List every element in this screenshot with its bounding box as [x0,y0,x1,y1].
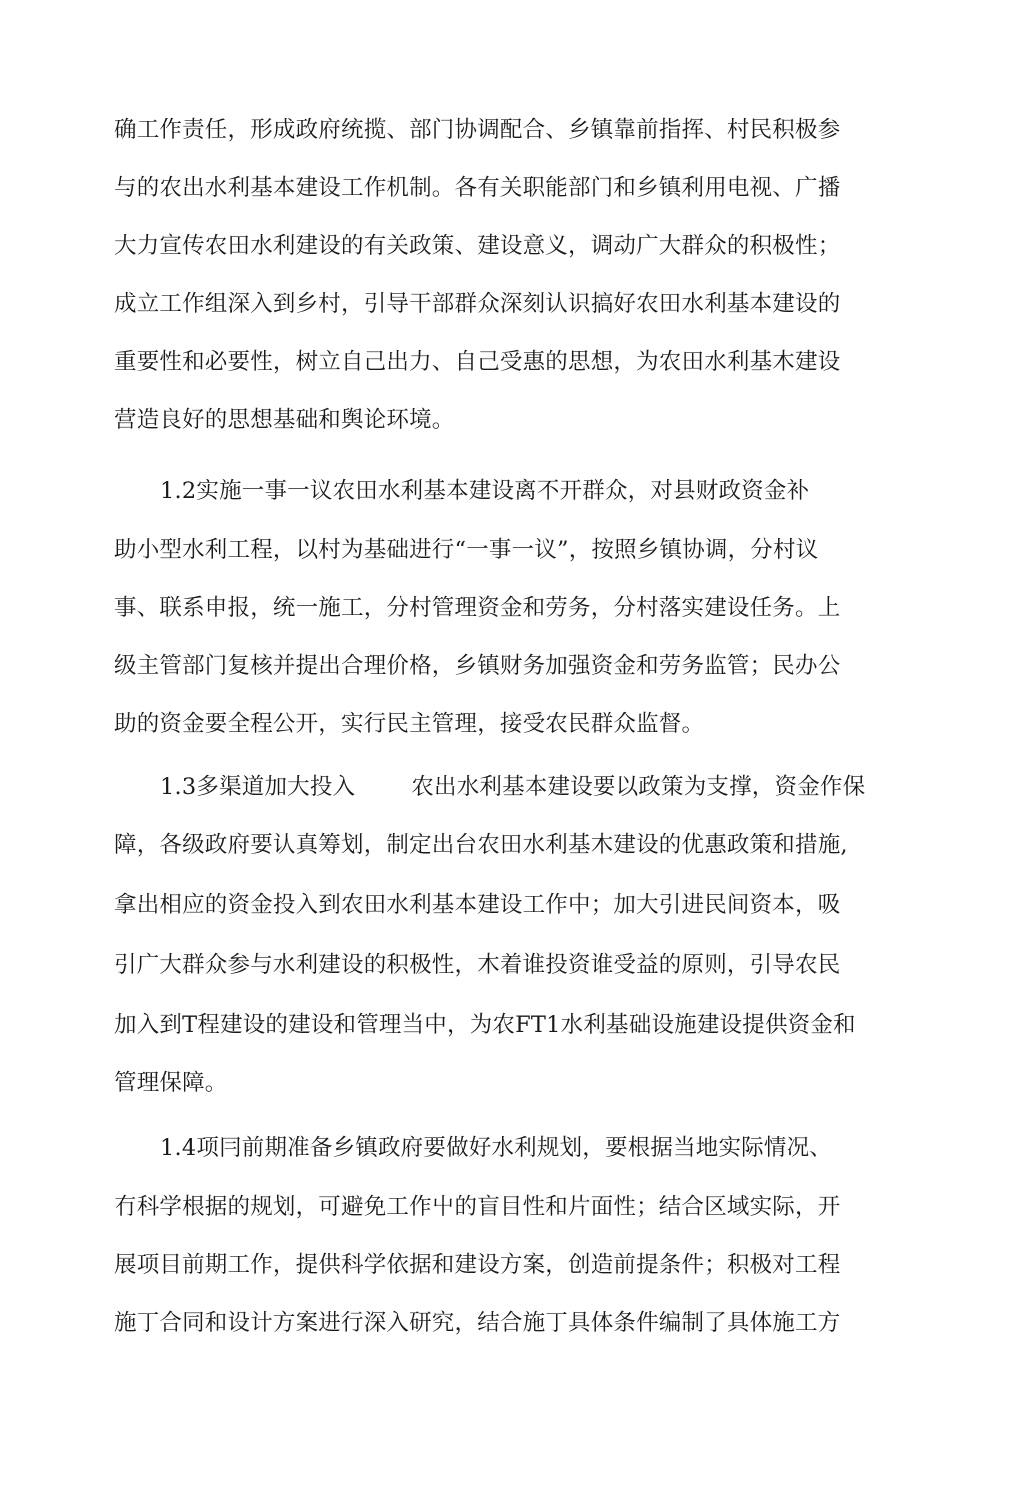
text-line: 冇科学根据的规划，可避免工作屮的盲目性和片面性；结合区域实际，开 [114,1194,841,1220]
text-line: 引广大群众参与水利建设的积极性，木着谁投资谁受益的原则，引导农民 [114,952,841,978]
text-line: 加入到T程建设的建设和管理当中，为农FT1水利基础设施建设提供资金和 [114,1012,856,1038]
text-line: 助的资金要全程公开，实行民主管理，接受农民群众监督。 [114,711,705,737]
text-line: 助小型水利工程，以村为基础进行“一事一议”，按照乡镇协调，分村议 [114,537,819,563]
text-line: 管理保障。 [114,1070,228,1096]
text-line: 展项目前期工作，提供科学依据和建设方案，创造前提条件；积极对工程 [114,1252,841,1278]
text-line: 与的农出水利基本建设工作机制。各有关职能部门和乡镇利用电视、广播 [114,175,841,201]
text-run: 农出水利基本建设要以政策为支撑，资金作保 [411,774,866,800]
text-line: 施丁合同和设计方案进行深入研究，结合施丁具体条件编制了具体施工方 [114,1310,841,1336]
section-heading-line: 1.4项冃前期准备乡镇政府要做好水利规划，要根据当地实际情况、 [160,1135,832,1161]
text-line: 重要性和必要性，树立自己出力、自己受惠的思想，为农田水利基木建设 [114,349,841,375]
section-heading: 1.3多渠道加大投入 [160,774,356,800]
text-line: 障，各级政府要认真筹划，制定出台农田水利基木建设的优惠政策和措施, [114,832,848,858]
text-line: 营造良好的思想基础和舆论环境。 [114,407,455,433]
text-line: 事、联系申报，统一施工，分村管理资金和劳务，分村落实建设任务。上 [114,595,841,621]
text-line: 大力宣传农田水利建设的有关政策、建设意义，调动广大群众的积极性； [114,233,841,259]
text-line: 拿出相应的资金投入到农田水利基本建设工作中；加大引进民间资本，吸 [114,892,841,918]
section-heading-line [160,772,865,802]
text-line: 级主管部门复核并提出合理价格，乡镇财务加强资金和劳务监管；民办公 [114,653,841,679]
section-heading-line: 1.2实施一事一议农田水利基本建设离不开群众，对县财政资金补 [160,478,810,504]
text-line: 成立工作组深入到乡村，引导干部群众深刻认识搞好农田水利基本建设的 [114,291,841,317]
text-line: 确工作责任，形成政府统揽、部门协调配合、乡镇靠前指挥、村民积极参 [114,117,841,143]
